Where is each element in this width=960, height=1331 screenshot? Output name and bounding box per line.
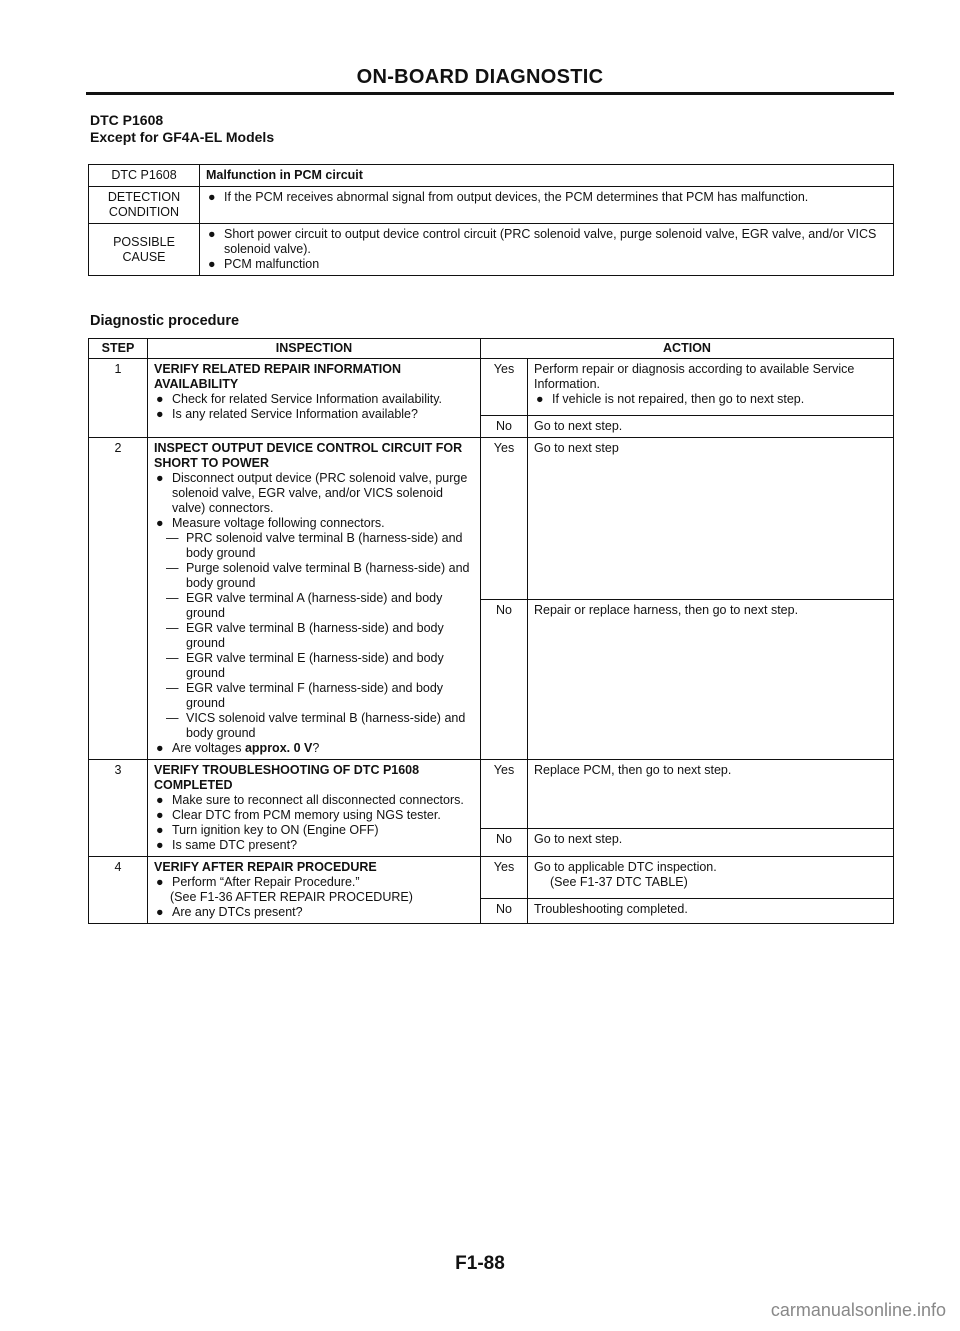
procedure-table — [88, 338, 894, 924]
no-action: Repair or replace harness, then go to next step. — [528, 600, 894, 760]
bullet-icon: ● — [156, 838, 164, 852]
bullet-icon: ● — [156, 741, 164, 755]
bullet-icon: ● — [156, 793, 164, 807]
step-number: 2 — [89, 438, 148, 760]
bullet-icon: ● — [156, 471, 164, 485]
dtc-info-table — [88, 164, 894, 276]
yes-label: Yes — [481, 857, 528, 899]
page-number: F1-88 — [455, 1253, 505, 1274]
no-label: No — [481, 416, 528, 438]
bullet-icon: ● — [208, 190, 216, 204]
table-header — [89, 339, 894, 359]
table-row — [89, 165, 894, 187]
yes-action: Replace PCM, then go to next step. — [528, 760, 894, 829]
no-action: Troubleshooting completed. — [528, 899, 894, 924]
yes-action: Perform repair or diagnosis according to available Service Information. ● If vehicle is not repaired, then go to next step. — [528, 359, 894, 416]
page-title: ON-BOARD DIAGNOSTIC — [356, 66, 604, 88]
table-row — [89, 760, 894, 829]
no-label: No — [481, 829, 528, 857]
bullet-icon: ● — [208, 257, 216, 271]
yes-action: Go to applicable DTC inspection. (See F1-37 DTC TABLE) — [528, 857, 894, 899]
step-number: 4 — [89, 857, 148, 924]
no-label: No — [481, 899, 528, 924]
bullet-icon: ● — [156, 392, 164, 406]
bullet-icon: ● — [156, 823, 164, 837]
col-inspection: INSPECTION — [148, 339, 481, 359]
dtc-value: Malfunction in PCM circuit — [200, 165, 894, 187]
table-row — [89, 224, 894, 276]
bullet-icon: ● — [208, 227, 216, 241]
table-row — [89, 359, 894, 416]
step-number: 3 — [89, 760, 148, 857]
step-inspection: VERIFY RELATED REPAIR INFORMATION AVAILABILITY ● Check for related Service Information availability. ● Is any related Service Information available? — [148, 359, 481, 438]
dtc-heading — [90, 112, 274, 146]
bullet-icon: ● — [156, 407, 164, 421]
no-label: No — [481, 600, 528, 760]
yes-action: Go to next step — [528, 438, 894, 600]
step-number: 1 — [89, 359, 148, 438]
header-rule — [86, 92, 894, 95]
table-row — [89, 187, 894, 224]
yes-label: Yes — [481, 438, 528, 600]
dtc-label: DTC P1608 — [89, 165, 200, 187]
bullet-icon: ● — [156, 516, 164, 530]
cause-label: POSSIBLE CAUSE — [89, 224, 200, 276]
bullet-icon: ● — [156, 905, 164, 919]
table-row — [89, 438, 894, 600]
yes-label: Yes — [481, 359, 528, 416]
step-inspection: VERIFY AFTER REPAIR PROCEDURE ● Perform “After Repair Procedure.” (See F1-36 AFTER REPAIR PROCEDURE) ● Are any DTCs present? — [148, 857, 481, 924]
possible-cause: ● Short power circuit to output device control circuit (PRC solenoid valve, purge solenoid valve, EGR valve, and/or VICS solenoid valve). ● PCM malfunction — [200, 224, 894, 276]
col-step: STEP — [89, 339, 148, 359]
detection-label: DETECTION CONDITION — [89, 187, 200, 224]
yes-label: Yes — [481, 760, 528, 829]
bullet-icon: ● — [536, 392, 544, 406]
dtc-code: DTC P1608 — [90, 112, 164, 128]
bullet-icon: ● — [156, 808, 164, 822]
step-inspection: INSPECT OUTPUT DEVICE CONTROL CIRCUIT FOR SHORT TO POWER ● Disconnect output device (PRC solenoid valve, purge solenoid valve, EGR valve, and/or VICS solenoid valve) connectors. ● Measure voltage following connectors. — PRC solenoid valve terminal B (harness-side) and body ground — Purge solenoid valve terminal B (harness-side) and body ground — EGR valve terminal A (harness-side) and body ground — EGR valve terminal B (harness-side) and body ground — EGR valve terminal E (harness-side) and body ground — EGR valve terminal F (harness-side) and body ground — VICS solenoid valve terminal B (harness-side) and body ground ● Are voltages approx. 0 V? — [148, 438, 481, 760]
col-action: ACTION — [481, 339, 894, 359]
no-action: Go to next step. — [528, 829, 894, 857]
bullet-icon: ● — [156, 875, 164, 889]
no-action: Go to next step. — [528, 416, 894, 438]
watermark: carmanualsonline.info — [770, 1300, 946, 1320]
section-title: Diagnostic procedure — [90, 313, 240, 329]
table-row — [89, 857, 894, 899]
dtc-scope: Except for GF4A-EL Models — [90, 129, 275, 145]
detection-condition: ● If the PCM receives abnormal signal from output devices, the PCM determines that PCM has malfunction. — [200, 187, 894, 224]
step-inspection: VERIFY TROUBLESHOOTING OF DTC P1608 COMPLETED ● Make sure to reconnect all disconnected connectors. ● Clear DTC from PCM memory using NGS tester. ● Turn ignition key to ON (Engine OFF) ● Is same DTC present? — [148, 760, 481, 857]
